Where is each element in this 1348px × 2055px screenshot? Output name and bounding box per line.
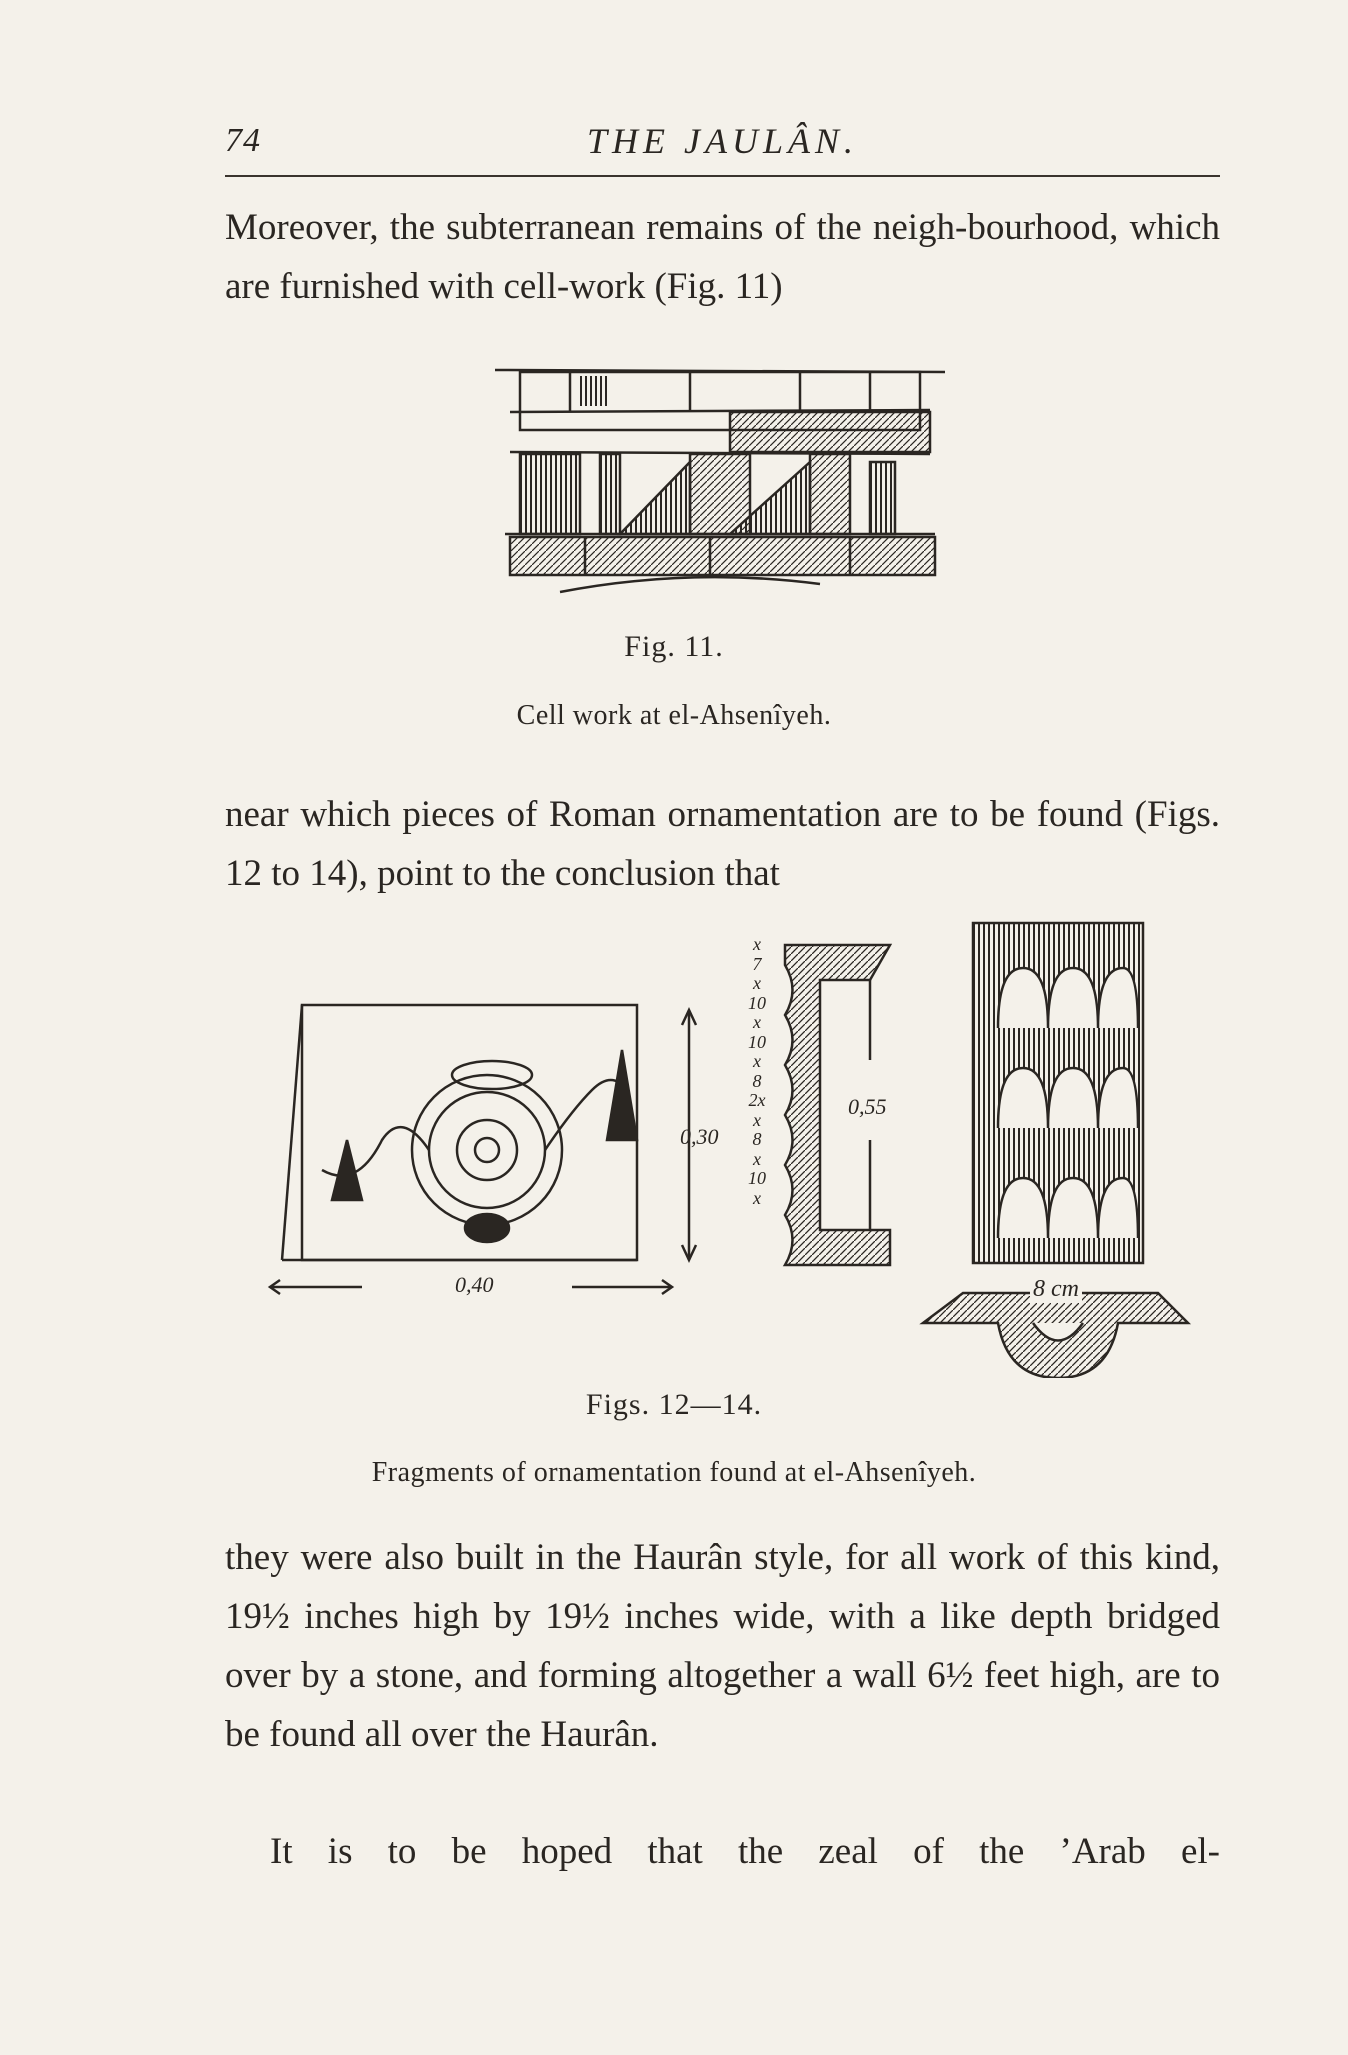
figures-12-14-caption: Fragments of ornamentation found at el-Ahsenîyeh. bbox=[371, 1457, 977, 1488]
figure-12-width-label: 0,40 bbox=[455, 1272, 494, 1297]
paragraph-4: It is to be hoped that the zeal of the ’Arab el- bbox=[270, 1831, 1220, 1872]
paragraph-2: near which pieces of Roman ornamentation are to be found (Figs. 12 to 14), point to the conclusion that bbox=[225, 794, 1220, 894]
page-header bbox=[225, 112, 1220, 172]
figure-12-height-label: 0,30 bbox=[680, 1124, 719, 1149]
paragraph-1: Moreover, the subterranean remains of the neigh-bourhood, which are furnished with cell-work (Fig. 11) bbox=[225, 207, 1220, 307]
figure-14-illustration bbox=[918, 918, 1198, 1378]
figure-12-illustration bbox=[262, 990, 702, 1300]
page-number: 74 bbox=[225, 122, 261, 159]
figure-13-marks: x 7 x 10 x 10 x 8 2x x 8 x 10 x bbox=[748, 934, 766, 1208]
header-rule bbox=[225, 175, 1220, 177]
paragraph-3: they were also built in the Haurân style, for all work of this kind, 19½ inches high by 19½ inches wide, with a like depth bridged over by a stone, and forming altogether a wall 6½ feet high, are to be found all over the Haurân. bbox=[225, 1537, 1220, 1755]
running-title: THE JAULÂN. bbox=[587, 121, 858, 161]
figures-12-14-number: Figs. 12—14. bbox=[585, 1388, 763, 1421]
figure-13-height-label: 0,55 bbox=[848, 1094, 887, 1119]
figure-11-illustration bbox=[490, 362, 950, 612]
figure-11-caption: Cell work at el-Ahsenîyeh. bbox=[516, 700, 832, 731]
figure-14-width-label: 8 cm bbox=[1030, 1276, 1082, 1303]
figure-11-number: Fig. 11. bbox=[624, 630, 724, 663]
